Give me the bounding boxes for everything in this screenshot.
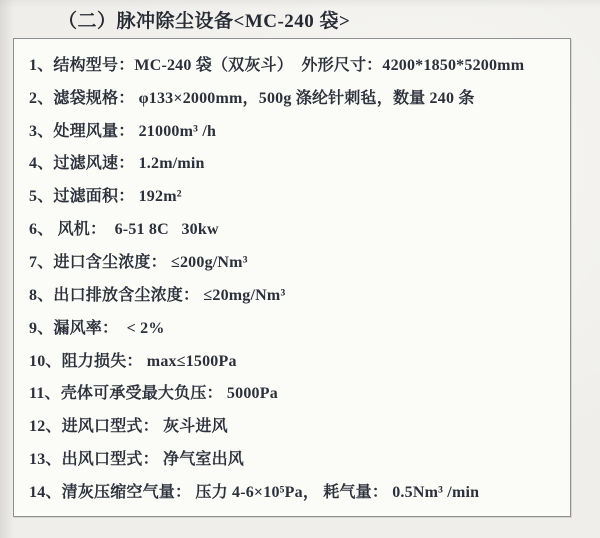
spec-item-compressed-air: 14、清灰压缩空气量： 压力 4-6×10⁵Pa， 耗气量： 0.5Nm³ /min (29, 483, 480, 501)
spec-item-air-volume: 3、处理风量： 21000m³ /h (29, 122, 217, 140)
spec-box (13, 38, 571, 517)
spec-item-outlet-type: 13、出风口型式： 净气室出风 (29, 451, 245, 469)
spec-item-pressure-loss: 10、阻力损失： max≤1500Pa (29, 352, 237, 370)
spec-item-max-negative-pressure: 11、壳体可承受最大负压： 5000Pa (29, 385, 278, 403)
spec-item-air-leakage-rate: 9、漏风率： < 2% (29, 319, 165, 337)
document-title: （二）脉冲除尘设备<MC-240 袋> (58, 11, 351, 32)
spec-item-fan: 6、 风机： 6-51 8C 30kw (29, 221, 219, 239)
spec-item-inlet-dust-conc: 7、进口含尘浓度： ≤200g/Nm³ (29, 253, 248, 271)
spec-item-filter-velocity: 4、过滤风速： 1.2m/min (29, 155, 205, 173)
spec-item-filter-bag-spec: 2、滤袋规格： φ133×2000mm，500g 涤纶针刺毡，数量 240 条 (29, 89, 475, 107)
spec-item-filter-area: 5、过滤面积： 192m² (29, 188, 182, 206)
spec-item-structure-model: 1、结构型号：MC-240 袋（双灰斗） 外形尺寸：4200*1850*5200mm (29, 56, 525, 74)
spec-item-outlet-dust-conc: 8、出口排放含尘浓度： ≤20mg/Nm³ (29, 286, 286, 304)
spec-item-inlet-type: 12、进风口型式： 灰斗进风 (29, 418, 228, 436)
